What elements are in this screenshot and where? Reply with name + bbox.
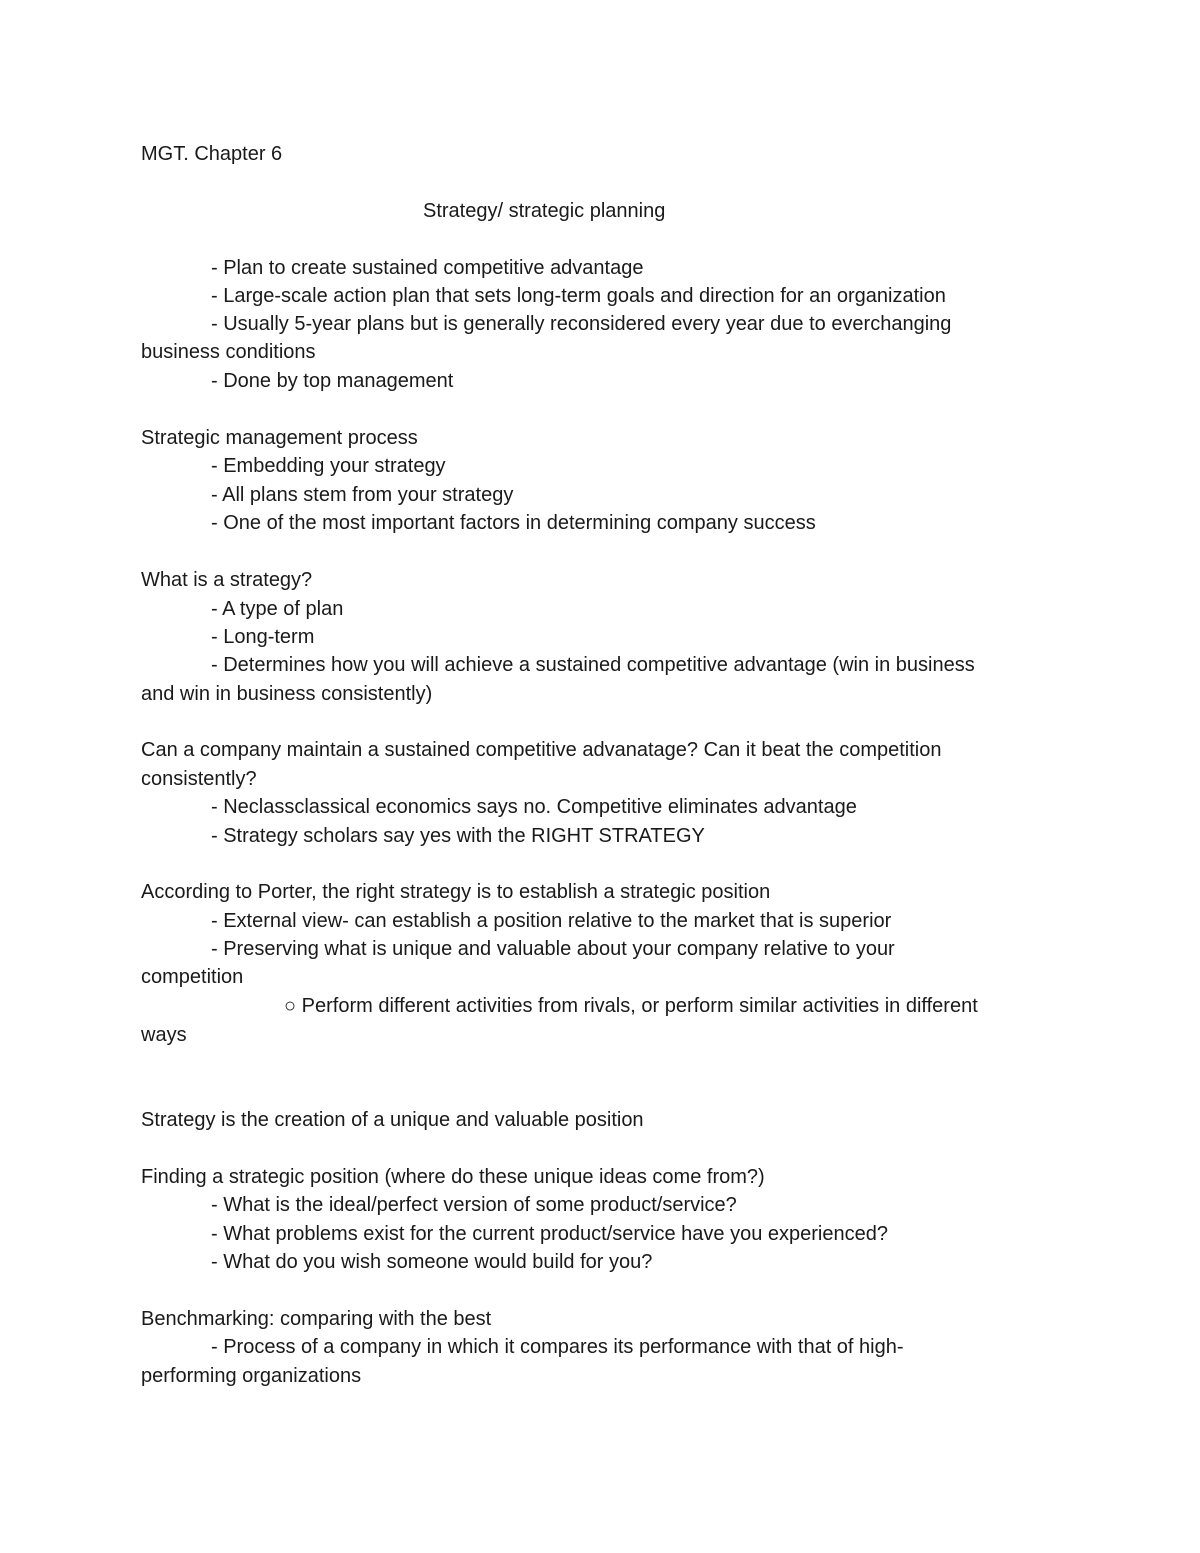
bullet-line: - Process of a company in which it compares its performance with that of high- <box>211 1336 904 1358</box>
section-heading: Finding a strategic position (where do these unique ideas come from?) <box>141 1166 765 1188</box>
bullet-line: - Usually 5-year plans but is generally reconsidered every year due to everchanging <box>211 313 952 335</box>
bullet-line: - A type of plan <box>211 598 344 620</box>
continuation-line: and win in business consistently) <box>141 683 433 705</box>
sub-bullet-line: ○ Perform different activities from rivals, or perform similar activities in different <box>284 995 978 1017</box>
bullet-line: - What problems exist for the current product/service have you experienced? <box>211 1223 888 1245</box>
bullet-line: - Strategy scholars say yes with the RIGHT STRATEGY <box>211 825 705 847</box>
bullet-line: - One of the most important factors in determining company success <box>211 512 816 534</box>
continuation-line: consistently? <box>141 768 257 790</box>
section-heading: What is a strategy? <box>141 569 313 591</box>
section-heading: Benchmarking: comparing with the best <box>141 1308 492 1330</box>
bullet-line: - What do you wish someone would build for you? <box>211 1251 653 1273</box>
bullet-line: - Neclassclassical economics says no. Competitive eliminates advantage <box>211 796 857 818</box>
bullet-line: - Long-term <box>211 626 315 648</box>
section-heading: Can a company maintain a sustained competitive advanatage? Can it beat the competition <box>141 739 942 761</box>
bullet-line: - Plan to create sustained competitive advantage <box>211 257 644 279</box>
document-title: Strategy/ strategic planning <box>423 200 666 222</box>
bullet-line: - What is the ideal/perfect version of some product/service? <box>211 1194 737 1216</box>
continuation-line: business conditions <box>141 341 316 363</box>
bullet-line: - Preserving what is unique and valuable about your company relative to your <box>211 938 895 960</box>
bullet-line: - All plans stem from your strategy <box>211 484 514 506</box>
bullet-line: - External view- can establish a position relative to the market that is superior <box>211 910 892 932</box>
section-heading: According to Porter, the right strategy is to establish a strategic position <box>141 881 771 903</box>
bullet-line: - Large-scale action plan that sets long-term goals and direction for an organization <box>211 285 946 307</box>
bullet-line: - Done by top management <box>211 370 454 392</box>
section-heading: Strategy is the creation of a unique and valuable position <box>141 1109 644 1131</box>
continuation-line: ways <box>141 1024 187 1046</box>
bullet-line: - Embedding your strategy <box>211 455 446 477</box>
continuation-line: performing organizations <box>141 1365 362 1387</box>
continuation-line: competition <box>141 966 244 988</box>
section-heading: Strategic management process <box>141 427 418 449</box>
document-header: MGT. Chapter 6 <box>141 143 283 165</box>
bullet-line: - Determines how you will achieve a sustained competitive advantage (win in business <box>211 654 975 676</box>
